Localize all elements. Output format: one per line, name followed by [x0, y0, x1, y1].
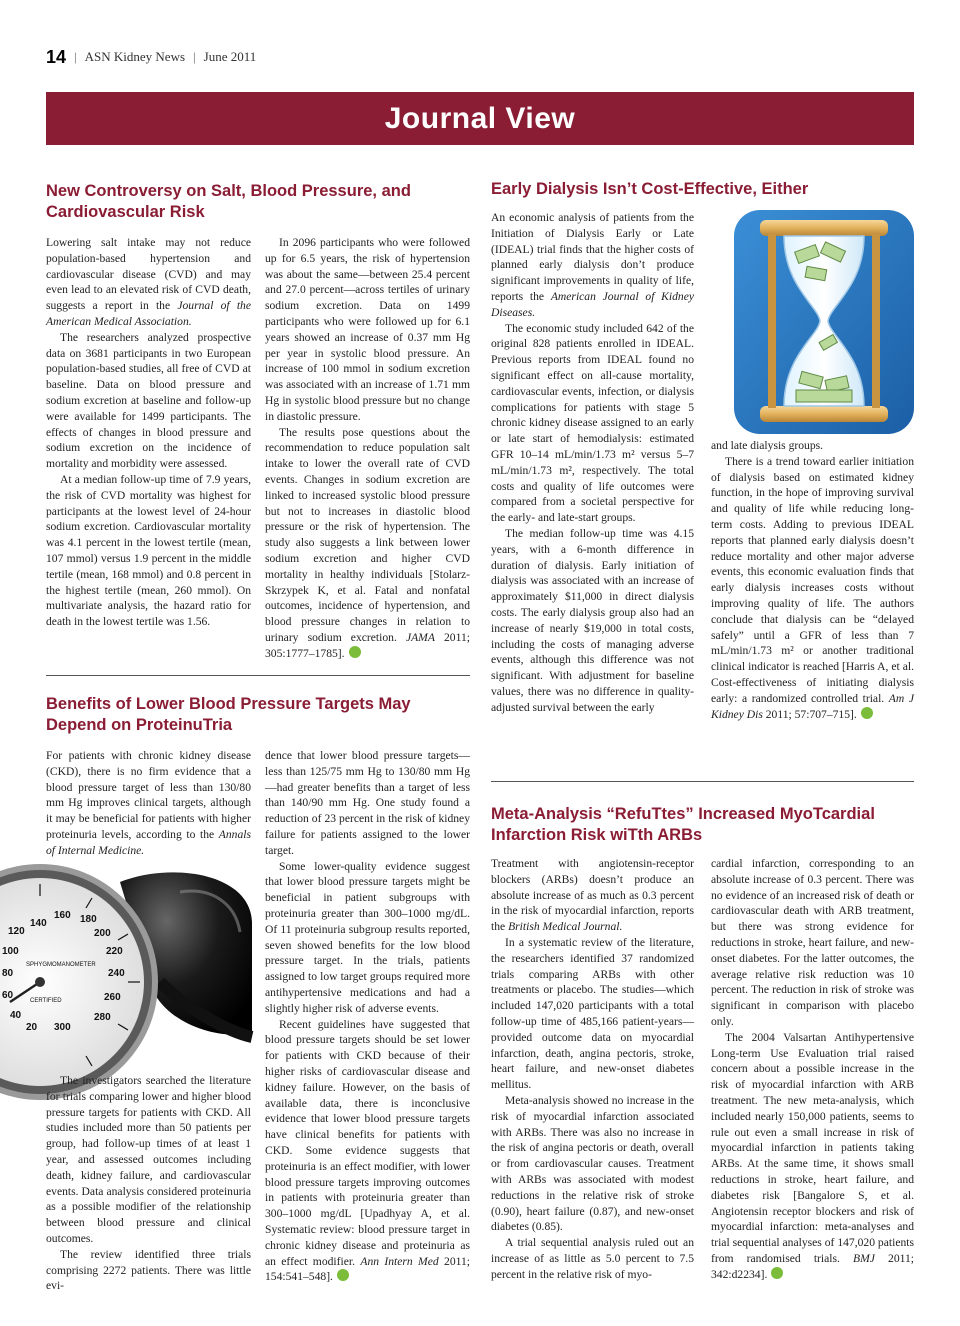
paragraph: A trial sequential analysis ruled out an increase of as little as 5.0 percent to 7.5 percent in the relative risk of myo- [491, 1236, 694, 1281]
paragraph: cardial infarction, corresponding to an absolute increase of 0.3 percent. There was no evidence of an increased risk of death or cardiovascular death with ARB treatment, but there was strong evidence for reductions in stroke, heart failure, and new-onset diabetes. For the latter outcomes, the average relative risk reduction was 10 percent. The reduction in risk of stroke was significant in comparison with placebo only. [711, 857, 914, 1028]
end-bullet-icon [349, 646, 361, 658]
gauge-certified: CERTIFIED [30, 998, 62, 1004]
article-arb-title: Meta-Analysis “RefuTtes” Increased MyoTcardial Infarction Risk wiTth ARBs [491, 805, 875, 844]
end-bullet-icon [861, 707, 873, 719]
hourglass-icon [730, 206, 918, 438]
journal-name: Annals of Internal Medicine. [46, 827, 251, 857]
end-bullet-icon [771, 1267, 783, 1279]
divider [46, 675, 470, 676]
paragraph: In 2096 participants who were followed up for 6.5 years, the risk of hypertension was about the same—between 25.4 percent and 27.0 percent—across tertiles of urinary sodium excretion. Data on 1499 participants who were followed up for 6.1 years showed an increase of 0.37 mm Hg per year in systolic blood pressure. An increase of 100 mmol in sodium excretion was associated with an increase of 1.71 mm Hg in systolic blood pressure but no change in diastolic pressure. [265, 236, 470, 423]
gauge-label: 280 [94, 1012, 111, 1023]
journal-name: American Journal of Kidney Diseases. [491, 289, 694, 319]
header-separator: | [193, 49, 196, 64]
gauge-label: 140 [30, 918, 47, 929]
article-salt-title: New Controversy on Salt, Blood Pressure, and Cardiovascular Risk [46, 182, 411, 221]
paragraph: Meta-analysis showed no increase in the risk of myocardial infarction associated with ARBs. There was also no increase in the risk of angina pectoris or death, overall or from cardiovascular causes. Treatment with ARBs was associated with modest reductions in the relative risk of stroke (0.90), heart failure (0.87), and new-onset diabetes (0.85). [491, 1093, 694, 1234]
gauge-label: 80 [2, 968, 14, 979]
journal-name: Am J Kidney Dis [711, 691, 914, 721]
paragraph: An economic analysis of patients from the Initiation of Dialysis Early or Late (IDEAL) trial finds that the higher costs of planned early dialysis don’t produce significant improvements in quality of life, reports the American Journal of Kidney Diseases. [491, 211, 694, 319]
paragraph: Lowering salt intake may not reduce population-based hypertension and cardiovascular disease (CVD) and may even lead to an elevated risk of CVD death, suggests a report in the Journal of the American Medical Association. [46, 236, 252, 328]
journal-name: BMJ [853, 1251, 875, 1265]
section-title: Journal View [384, 101, 576, 135]
header-separator: | [74, 49, 77, 64]
article-dialysis-col2 [711, 438, 914, 765]
journal-name: Journal of the American Medical Association. [46, 299, 252, 328]
article-dialysis-col1 [491, 210, 694, 765]
end-bullet-icon [337, 1269, 349, 1281]
publication-name: ASN Kidney News [84, 49, 186, 64]
gauge-brand: SPHYGMOMANOMETER [26, 962, 96, 968]
article-salt-col2 [265, 235, 470, 665]
section-banner [46, 92, 914, 145]
paragraph: dence that lower blood pressure targets—less than 125/75 mm Hg to 130/80 mm Hg—had greater benefits than a target of less than 140/90 mm Hg. One study found a reduction of 23 percent in the risk of kidney failure for patients assigned to the lower target. [265, 749, 470, 857]
gauge-label: 200 [94, 928, 111, 939]
paragraph: The median follow-up time was 4.15 years, with a 6-month difference in duration of dialysis. Early initiation of dialysis was associated with an increase of approximately $11,000 in direct dialysis costs. The early dialysis group also had an increase of nearly $19,000 in total costs, including the costs of managing adverse events, although this difference was not significant. With adjustment for baseline values, there was no difference in quality-adjusted survival between the early [491, 526, 694, 714]
article-bp-col1-bottom [46, 1073, 251, 1293]
gauge-label: 180 [80, 914, 97, 925]
paragraph: The review identified three trials comprising 2272 patients. There was little evi- [46, 1247, 251, 1293]
gauge-label: 120 [8, 926, 25, 937]
journal-name: Ann Intern Med [360, 1254, 439, 1268]
journal-name: British Medical Journal. [508, 920, 623, 934]
gauge-label: 220 [106, 946, 123, 957]
gauge-label: 20 [26, 1022, 38, 1033]
article-bp-col1-top [46, 748, 251, 860]
article-dialysis-title: Early Dialysis Isn’t Cost-Effective, Either [491, 180, 809, 198]
divider [491, 781, 914, 782]
paragraph: In a systematic review of the literature, the researchers identified 37 randomized trials comparing ARBs with other treatments or placebo. The studies—which included 147,020 participants with a total follow-up time of 485,166 patient-years—provided outcome data on myocardial infarction, death, angina pectoris, stroke, heart failure, and new-onset diabetes mellitus. [491, 935, 694, 1092]
paragraph: Treatment with angiotensin-receptor blockers (ARBs) doesn’t produce an absolute increase of as much as 0.3 percent in the risk of myocardial infarction, reports the British Medical Journal. [491, 857, 694, 934]
gauge-label: 240 [108, 968, 125, 979]
page-number: 14 [46, 46, 67, 67]
article-salt-col1 [46, 235, 251, 665]
paragraph: and late dialysis groups. [711, 439, 824, 452]
paragraph: The economic study included 642 of the original 828 patients enrolled in IDEAL. Previous reports from IDEAL found no significant effect on all-cause mortality, cardiovascular events, infection, or dialysis complications for patients with stage 5 chronic kidney disease assigned to an early or late start of hemodialysis: estimated GFR 10–14 mL/min/1.73 m² versus 5–7 mL/min/1.73 m², respectively. The total costs and quality of life outcomes were compared from a societal perspective for the early- and late-start groups. [491, 321, 694, 525]
gauge-label: 40 [10, 1010, 22, 1021]
article-bp-col2 [265, 748, 471, 1284]
paragraph: Recent guidelines have suggested that blood pressure targets should be set lower for patients with CKD because of their higher risks of cardiovascular disease and kidney failure. However, on the basis of available data, there is inconclusive evidence that lower blood pressure targets have clinical benefits for patients with CKD. Some evidence suggests that proteinuria is an effect modifier, with lower blood pressure targets improving outcomes in patients with proteinuria greater than 300–1000 mg/dL [Upadhyay A, et al. Systematic review: blood pressure target in chronic kidney disease and proteinuria as an effect modifier. Ann Intern Med 2011; 154:541–548]. [265, 1017, 471, 1284]
paragraph: Some lower-quality evidence suggest that lower blood pressure targets might be beneficial in patient subgroups with proteinuria greater than 300–1000 mg/dL. Of 11 proteinuria subgroup results reported, seven showed benefits for the low blood pressure target. In the trials, patients assigned to low target groups required more antihypertensive medications and had a slightly higher risk of adverse events. [265, 859, 470, 1015]
paragraph: The investigators searched the literature for trials comparing lower and higher blood pressure targets for patients with CKD. All studies included more than 50 patients per group, had follow-up times of at least 1 year, and assessed outcomes including death, kidney failure, and cardiovascular events. Data analysis considered proteinuria as a possible modifier of the relationship between blood pressure and clinical outcomes. [46, 1074, 251, 1245]
article-arb-col2 [711, 856, 914, 1280]
article-bp-title: Benefits of Lower Blood Pressure Targets May Depend on ProteinuTria [46, 695, 411, 734]
article-arb-col1 [491, 856, 694, 1280]
sphygmomanometer-icon [0, 862, 252, 1067]
paragraph: The results pose questions about the recommendation to reduce population salt intake to lower the overall rate of CVD events. Changes in sodium excretion are linked to increased systolic blood pressure but not to increases in diastolic blood pressure or the risk of hypertension. The study also suggests a link between lower sodium excretion and higher CVD mortality in healthy individuals [Stolarz-Skrzypek K, et al. Fatal and nonfatal outcomes, incidence of hypertension, and blood pressure changes in relation to urinary sodium excretion. JAMA 2011; 305:1777–1785]. [265, 425, 470, 660]
gauge-label: 300 [54, 1022, 71, 1033]
paragraph: There is a trend toward earlier initiation of dialysis based on estimated kidney function, in the hope of improving survival and quality of life while reducing long-term costs. Adding to previous IDEAL reports that planned early dialysis doesn’t reduce mortality and other major adverse events, this economic evaluation finds that early dialysis increases costs without improving quality of life. The authors conclude that dialysis can be “delayed safely” until a GFR of less than 7 mL/min/1.73 m² or another traditional clinical indicator is reached [Harris A, et al. Cost-effectiveness of initiating dialysis early: a randomized controlled trial. Am J Kidney Dis 2011; 57:707–715]. [711, 454, 914, 721]
gauge-label: 260 [104, 992, 121, 1003]
paragraph: The researchers analyzed prospective data on 3681 participants in two European population-based studies, all free of CVD at baseline. Data on blood pressure and sodium excretion at baseline and follow-up were available for 1499 participants. The effects of changes in blood pressure and sodium excretion on the incidence of mortality and morbidity were assessed. [46, 330, 251, 471]
paragraph: For patients with chronic kidney disease (CKD), there is no firm evidence that a blood pressure target of less than 130/80 mm Hg improves clinical targets, although it may be beneficial for patients with higher proteinuria levels, according to the Annals of Internal Medicine. [46, 749, 251, 857]
journal-name: JAMA [405, 630, 435, 644]
gauge-label: 160 [54, 910, 71, 921]
paragraph: The 2004 Valsartan Antihypertensive Long-term Use Evaluation trial raised concern about a possible increase in the risk of myocardial infarction with ARB treatment. The new meta-analysis, which included nearly 150,000 patients, seems to rule out even a small increase in risk of myocardial infarction in patients taking ARBs. At the same time, it shows small reductions in stroke, heart failure, and diabetes risk [Bangalore S, et al. Angiotensin receptor blockers and risk of myocardial infarction: meta-analyses and trial sequential analyses of 147,020 patients from randomised trials. BMJ 2011; 342:d2234]. [711, 1030, 914, 1281]
page-header [46, 46, 256, 68]
paragraph: At a median follow-up time of 7.9 years, the risk of CVD mortality was highest for participants at the lowest level of 24-hour sodium excretion. Cardiovascular mortality was 4.1 percent in the lowest tertile (mean, 107 mmol) versus 1.9 percent in the middle tertile (mean, 168 mmol) and 0.8 percent in the highest tertile (mean, 260 mmol). On multivariate analysis, the hazard ratio for death in the lowest tertile was 1.56. [46, 472, 251, 629]
gauge-label: 60 [2, 990, 14, 1001]
blood-pressure-gauge-image [0, 862, 252, 1067]
issue-date: June 2011 [203, 49, 257, 64]
hourglass-money-image [730, 206, 918, 438]
gauge-label: 100 [2, 946, 19, 957]
